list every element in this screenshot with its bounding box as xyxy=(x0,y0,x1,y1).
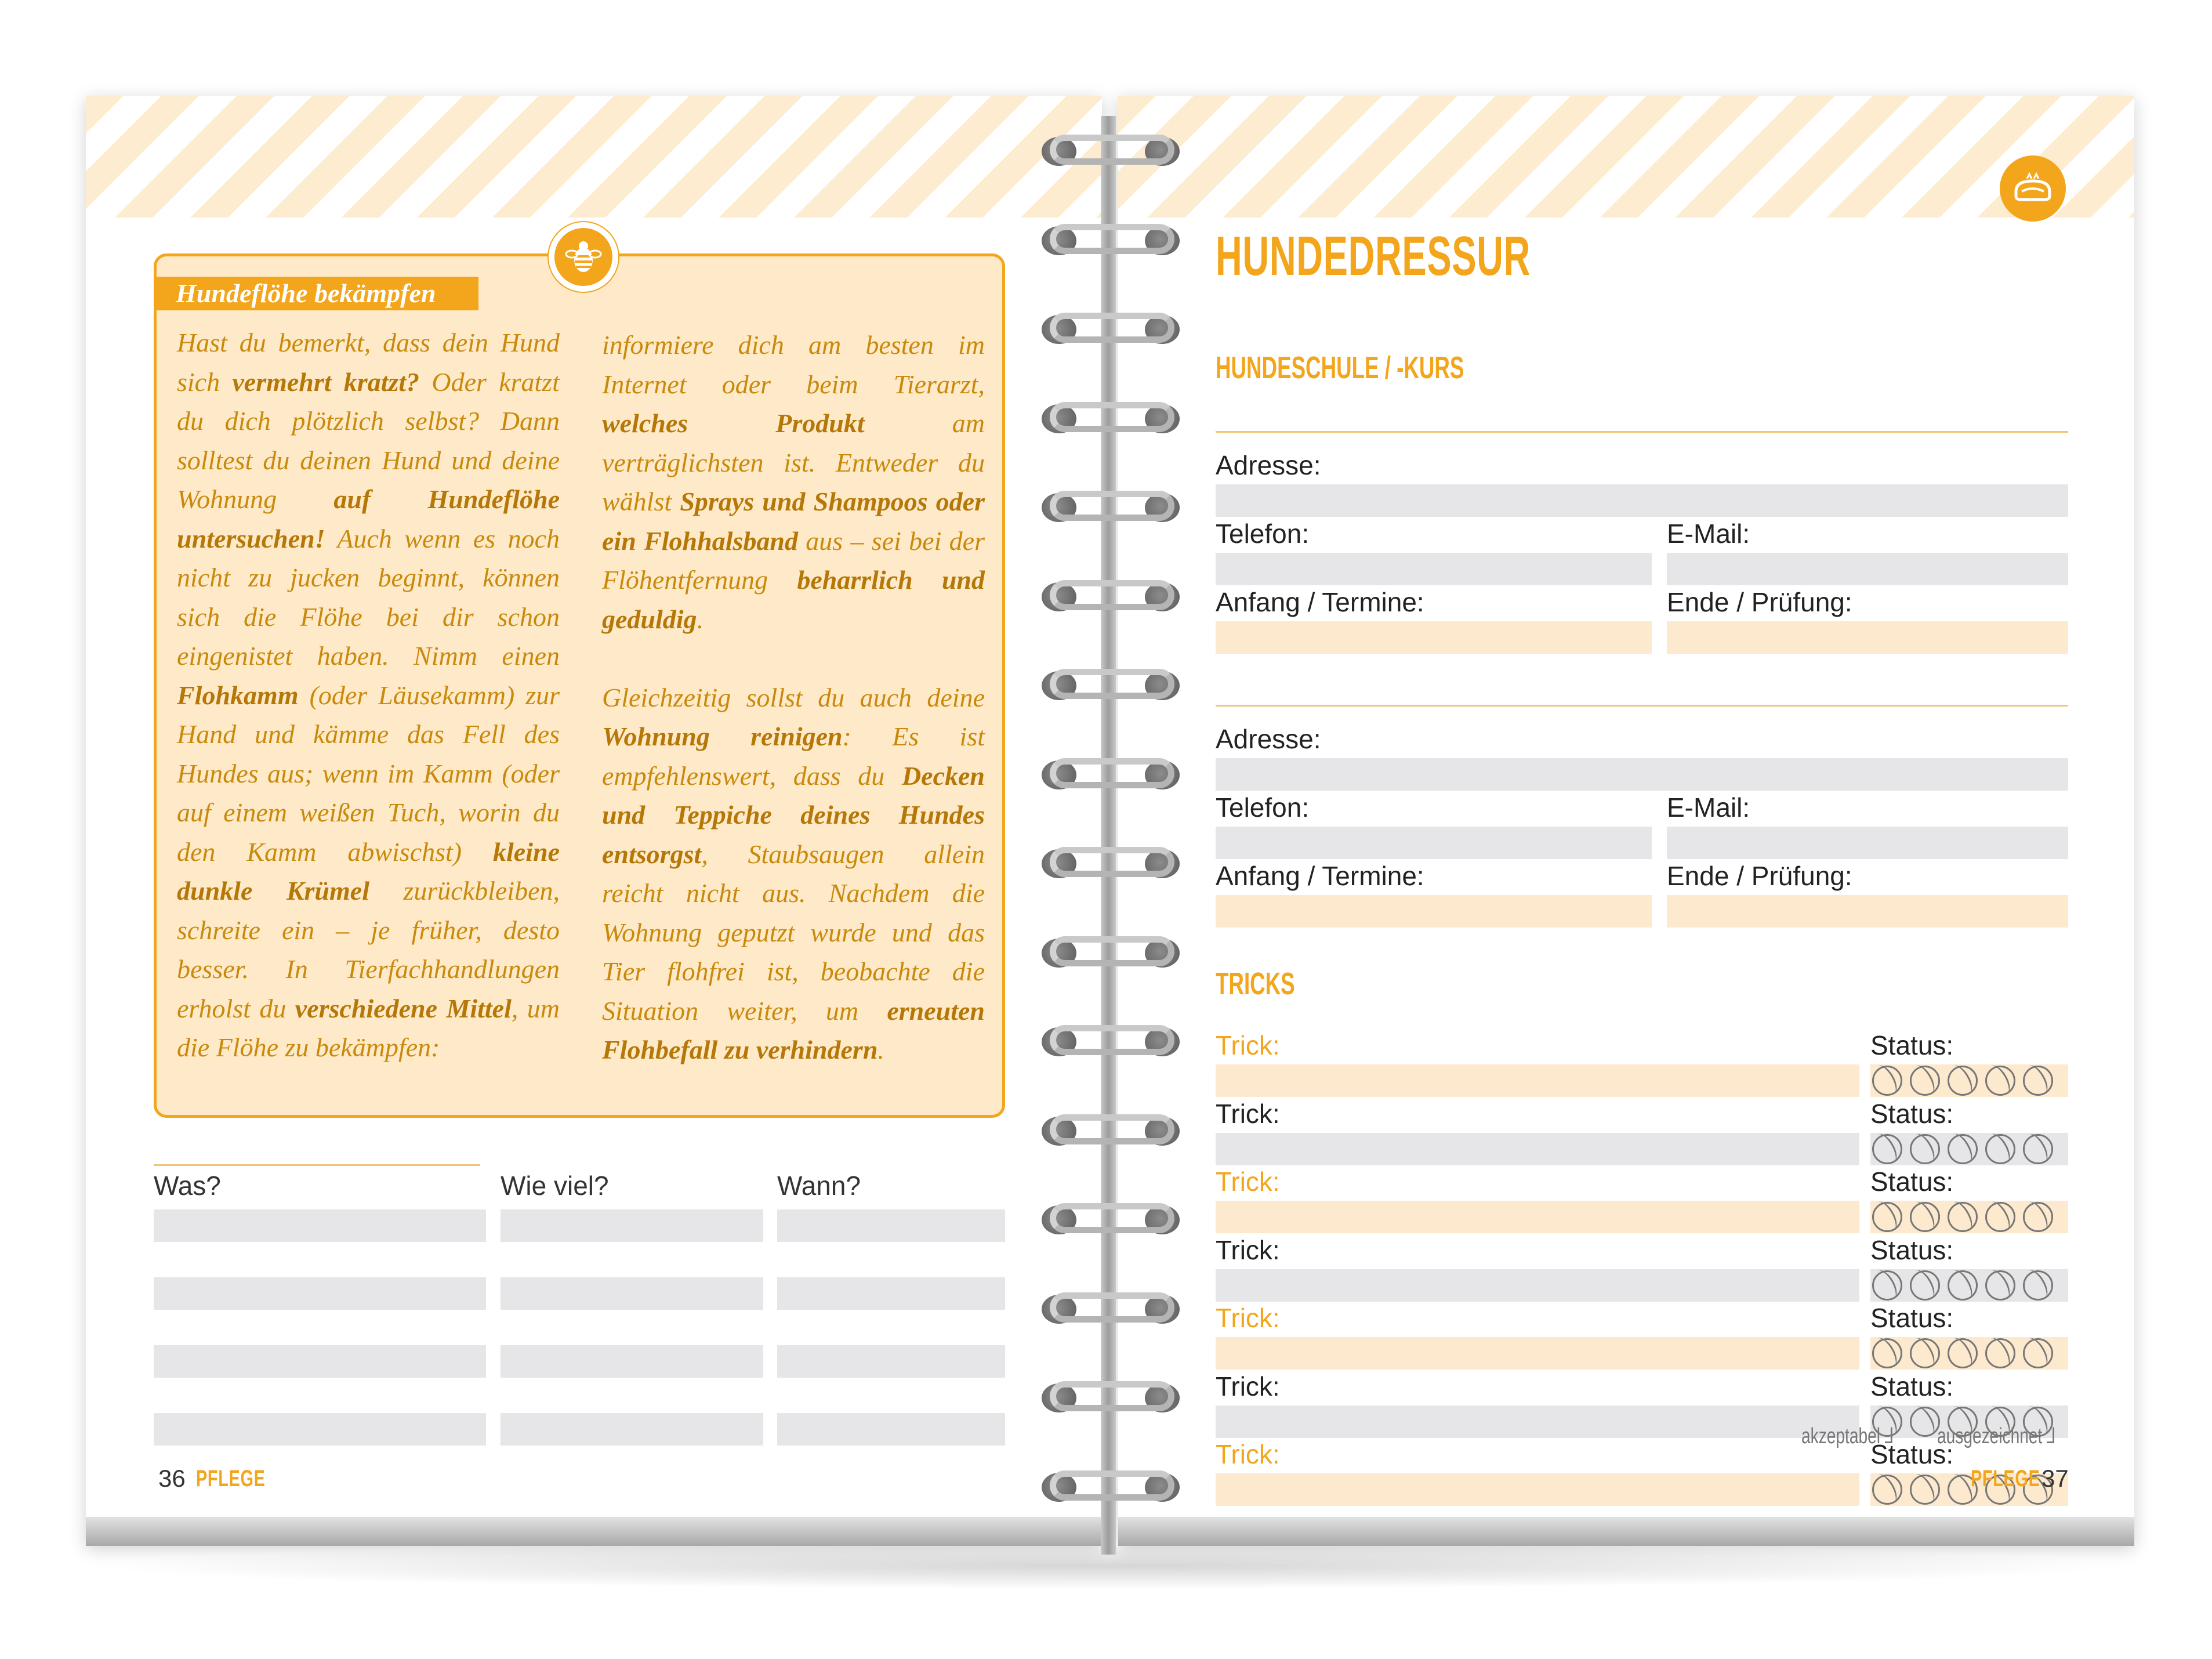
header-stripes xyxy=(1118,96,2134,218)
email-label: E-Mail: xyxy=(1667,792,1750,823)
field-was[interactable] xyxy=(154,1345,486,1378)
telefon-field[interactable] xyxy=(1216,553,1652,585)
spiral-binding xyxy=(1038,0,1195,1659)
tennis-ball-icon[interactable] xyxy=(1985,1202,2015,1232)
left-page xyxy=(86,96,1102,1546)
trick-label: Trick: xyxy=(1216,1167,1280,1197)
column-wann: Wann? xyxy=(777,1171,861,1201)
spiral-ring xyxy=(1038,1468,1183,1505)
column-was: Was? xyxy=(154,1171,221,1201)
status-label: Status: xyxy=(1870,1303,1954,1333)
status-label: Status: xyxy=(1870,1030,1954,1060)
field-wann[interactable] xyxy=(777,1277,1005,1310)
spiral-ring xyxy=(1038,1290,1183,1327)
ende-label: Ende / Prüfung: xyxy=(1667,587,1852,617)
info-box-title: Hundeflöhe bekämpfen xyxy=(154,277,478,310)
trick-field[interactable] xyxy=(1216,1133,1859,1165)
status-label: Status: xyxy=(1870,1371,1954,1401)
spiral-ring xyxy=(1038,845,1183,882)
field-wie-viel[interactable] xyxy=(501,1413,763,1446)
spiral-ring xyxy=(1038,667,1183,704)
field-wann[interactable] xyxy=(777,1209,1005,1242)
tennis-ball-icon[interactable] xyxy=(1910,1270,1940,1301)
entry-rule xyxy=(1216,705,2068,707)
email-field[interactable] xyxy=(1667,553,2068,585)
spiral-ring xyxy=(1038,488,1183,526)
status-label: Status: xyxy=(1870,1098,1954,1129)
field-wie-viel[interactable] xyxy=(501,1277,763,1310)
column-wie-viel: Wie viel? xyxy=(501,1171,609,1201)
spiral-ring xyxy=(1038,934,1183,971)
status-rating xyxy=(1872,1202,2053,1232)
status-rating xyxy=(1872,1134,2053,1164)
bee-icon xyxy=(549,222,618,292)
tennis-ball-icon[interactable] xyxy=(1872,1338,1902,1368)
page-edge xyxy=(86,1517,1102,1546)
tennis-ball-icon[interactable] xyxy=(1872,1066,1902,1096)
scale-high-label: ausgezeichnet ⅃ xyxy=(1937,1424,2056,1448)
page-number: 37 xyxy=(2041,1465,2069,1492)
anfang-field[interactable] xyxy=(1216,621,1652,654)
tennis-ball-icon[interactable] xyxy=(2023,1202,2053,1232)
dog-bed-icon xyxy=(2000,155,2066,222)
info-paragraph: Hast du bemerkt, dass dein Hund sich vermehrt kratzt? Oder kratzt du dich plötzlich selbst? Dann solltest du deinen Hund und deine Wohnung auf Hundeflöhe untersuchen! Auch wenn es noch nicht zu jucken beginnt, können sich die Flöhe bei dir schon eingenistet haben. Nimm einen Flohkamm (oder Läusekamm) zur Hand und kämme das Fell des Hundes aus; wenn im Kamm (oder auf einem weißen Tuch, worin du den Kamm abwischst) kleine dunkle Krümel zurückbleiben, schreite ein – je früher, desto besser. In Tierfachhandlungen erholst du verschiedene Mittel, um die Flöhe zu bekämpfen: xyxy=(177,328,560,1062)
tennis-ball-icon[interactable] xyxy=(1910,1066,1940,1096)
info-text-column-1 xyxy=(177,323,560,1067)
right-page xyxy=(1118,96,2134,1546)
spiral-ring xyxy=(1038,756,1183,793)
tennis-ball-icon[interactable] xyxy=(1948,1270,1978,1301)
adresse-field[interactable] xyxy=(1216,758,2068,791)
telefon-label: Telefon: xyxy=(1216,792,1310,823)
spiral-ring xyxy=(1038,222,1183,259)
tennis-ball-icon[interactable] xyxy=(1985,1270,2015,1301)
page-edge xyxy=(1118,1517,2134,1546)
anfang-label: Anfang / Termine: xyxy=(1216,587,1424,617)
ende-field[interactable] xyxy=(1667,895,2068,928)
tennis-ball-icon[interactable] xyxy=(1910,1134,1940,1164)
tennis-ball-icon[interactable] xyxy=(1872,1270,1902,1301)
spiral-ring xyxy=(1038,310,1183,347)
trick-label: Trick: xyxy=(1216,1098,1280,1129)
tennis-ball-icon[interactable] xyxy=(1872,1134,1902,1164)
field-wie-viel[interactable] xyxy=(501,1345,763,1378)
status-label: Status: xyxy=(1870,1234,1954,1265)
tennis-ball-icon[interactable] xyxy=(1910,1202,1940,1232)
tennis-ball-icon[interactable] xyxy=(2023,1066,2053,1096)
section-footer: PFLEGE xyxy=(196,1466,266,1491)
trick-label: Trick: xyxy=(1216,1371,1280,1401)
tennis-ball-icon[interactable] xyxy=(1985,1338,2015,1368)
info-paragraph: Gleichzeitig sollst du auch deine Wohnung reinigen: Es ist empfehlenswert, dass du Decken und Teppiche deines Hundes entsorgst, Staubsaugen allein reicht nicht aus. Nachdem die Wohnung geputzt wurde und das Tier flohfrei ist, beobachte die Situation weiter, um erneuten Flohbefall zu verhindern. xyxy=(602,682,985,1064)
trick-label: Trick: xyxy=(1216,1303,1280,1333)
trick-field[interactable] xyxy=(1216,1269,1859,1302)
spiral-ring xyxy=(1038,1201,1183,1238)
spiral-ring xyxy=(1038,1379,1183,1416)
field-wann[interactable] xyxy=(777,1413,1005,1446)
tennis-ball-icon[interactable] xyxy=(1948,1066,1978,1096)
tennis-ball-icon[interactable] xyxy=(2023,1270,2053,1301)
field-was[interactable] xyxy=(154,1413,486,1446)
spiral-ring xyxy=(1038,1112,1183,1149)
anfang-label: Anfang / Termine: xyxy=(1216,861,1424,891)
tennis-ball-icon[interactable] xyxy=(1910,1475,1940,1505)
trick-label: Trick: xyxy=(1216,1439,1280,1469)
tennis-ball-icon[interactable] xyxy=(2023,1338,2053,1368)
trick-label: Trick: xyxy=(1216,1234,1280,1265)
status-rating xyxy=(1872,1270,2053,1301)
header-stripes xyxy=(86,96,1102,218)
tennis-ball-icon[interactable] xyxy=(1948,1202,1978,1232)
adresse-label: Adresse: xyxy=(1216,450,1321,480)
info-paragraph: informiere dich am besten im Internet oder beim Tierarzt, welches Produkt am verträglichsten ist. Entweder du wählst Sprays und Shampoos oder ein Flohhalsband aus – sei bei der Flöhentfernung beharrlich und geduldig. xyxy=(602,330,985,634)
trick-field[interactable] xyxy=(1216,1406,1859,1438)
email-field[interactable] xyxy=(1667,827,2068,859)
status-rating xyxy=(1872,1066,2053,1096)
info-text-column-2 xyxy=(602,325,985,1070)
page-number: 36 xyxy=(158,1465,186,1492)
tennis-ball-icon[interactable] xyxy=(2023,1134,2053,1164)
tennis-ball-icon[interactable] xyxy=(1948,1338,1978,1368)
anfang-field[interactable] xyxy=(1216,895,1652,928)
tennis-ball-icon[interactable] xyxy=(1985,1066,2015,1096)
status-rating xyxy=(1872,1338,2053,1368)
trick-field[interactable] xyxy=(1216,1201,1859,1233)
table-rule xyxy=(154,1164,480,1166)
adresse-field[interactable] xyxy=(1216,484,2068,517)
tennis-ball-icon[interactable] xyxy=(1985,1134,2015,1164)
telefon-field[interactable] xyxy=(1216,827,1652,859)
section-tricks: TRICKS xyxy=(1216,966,1295,1001)
scale-low-label: akzeptabel ⅃ xyxy=(1801,1424,1894,1448)
tennis-ball-icon[interactable] xyxy=(1910,1407,1940,1437)
trick-field[interactable] xyxy=(1216,1064,1859,1097)
ende-field[interactable] xyxy=(1667,621,2068,654)
status-label: Status: xyxy=(1870,1439,1954,1469)
tennis-ball-icon[interactable] xyxy=(1910,1338,1940,1368)
spiral-ring xyxy=(1038,1023,1183,1060)
telefon-label: Telefon: xyxy=(1216,519,1310,549)
trick-field[interactable] xyxy=(1216,1337,1859,1370)
tennis-ball-icon[interactable] xyxy=(1872,1475,1902,1505)
spiral-ring xyxy=(1038,132,1183,169)
spiral-ring xyxy=(1038,400,1183,437)
tennis-ball-icon[interactable] xyxy=(1872,1202,1902,1232)
tennis-ball-icon[interactable] xyxy=(1948,1134,1978,1164)
field-was[interactable] xyxy=(154,1277,486,1310)
ende-label: Ende / Prüfung: xyxy=(1667,861,1852,891)
entry-rule xyxy=(1216,431,2068,433)
field-wie-viel[interactable] xyxy=(501,1209,763,1242)
field-wann[interactable] xyxy=(777,1345,1005,1378)
email-label: E-Mail: xyxy=(1667,519,1750,549)
adresse-label: Adresse: xyxy=(1216,724,1321,754)
trick-label: Trick: xyxy=(1216,1030,1280,1060)
trick-field[interactable] xyxy=(1216,1473,1859,1506)
section-footer: PFLEGE xyxy=(1971,1466,2040,1491)
field-was[interactable] xyxy=(154,1209,486,1242)
status-label: Status: xyxy=(1870,1167,1954,1197)
page-title: HUNDEDRESSUR xyxy=(1216,225,1531,287)
spiral-ring xyxy=(1038,578,1183,615)
section-hundeschule: HUNDESCHULE / -KURS xyxy=(1216,350,1464,385)
